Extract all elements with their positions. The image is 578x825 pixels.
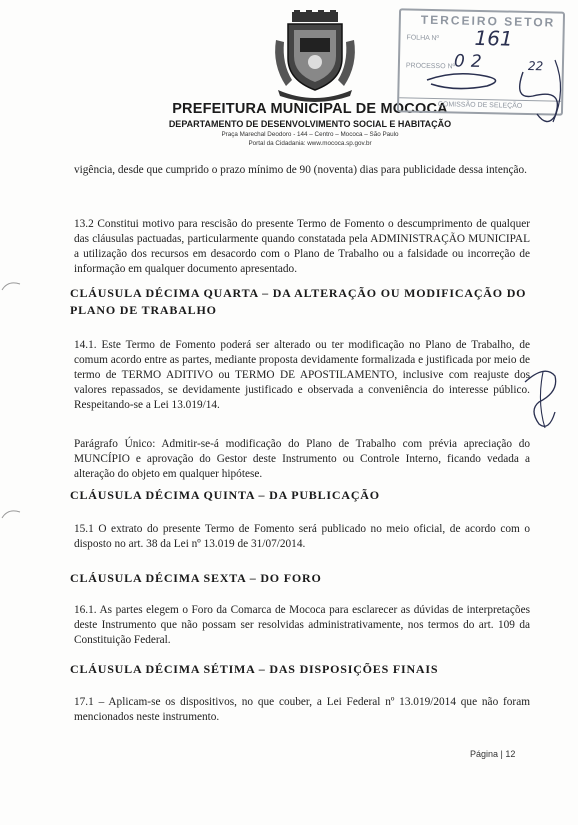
city-coat-of-arms-icon <box>270 10 360 102</box>
stamp-folha-value: 161 <box>474 25 513 51</box>
paragraph-14-unico: Parágrafo Único: Admitir-se-á modificação do Plano de Trabalho com prévia apreciação do MUNCÍPIO e aprovação do Gestor deste Instrumento ou Controle Interno, ficando vedada a alteração do objeto em qualquer hipótese. <box>74 438 530 480</box>
heading-clausula-17: CLÁUSULA DÉCIMA SÉTIMA – DAS DISPOSIÇÕES FINAIS <box>70 662 439 676</box>
stamp-folha-label: FOLHA Nº <box>406 34 440 43</box>
heading-clausula-16: CLÁUSULA DÉCIMA SEXTA – DO FORO <box>70 571 322 585</box>
address-line: Praça Marechal Deodoro - 144 – Centro – Mococa – São Paulo <box>221 131 399 138</box>
stamp-processo-year: 22 <box>527 58 544 74</box>
paragraph-13-2: 13.2 Constitui motivo para rescisão do presente Termo de Fomento o descumprimento de qualquer das cláusulas pactuadas, particularmente quando constatada pela ADMINISTRAÇÃO MUNICIPAL a utilização dos recursos em desacordo com o Plano de Trabalho ou a falsidade ou incorreção de informação em qualquer documento apresentado. <box>74 218 530 275</box>
paragraph-vigencia: vigência, desde que cumprido o prazo mínimo de 90 (noventa) dias para publicidade dessa intenção. <box>74 164 527 176</box>
page-number: Página | 12 <box>470 749 516 759</box>
portal-line: Portal da Cidadania: www.mococa.sp.gov.br <box>248 140 372 147</box>
stamp-footer: COMISSÃO DE SELEÇÃO <box>399 97 561 113</box>
department-name: DEPARTAMENTO DE DESENVOLVIMENTO SOCIAL E HABITAÇÃO <box>168 119 452 129</box>
paragraph-16-1: 16.1. As partes elegem o Foro da Comarca de Mococa para esclarecer as dúvidas de interpretações deste Instrumento que não possam ser resolvidas administrativamente, nos termos do art. 109 da Constituição Federal. <box>74 604 530 646</box>
binder-hole-mark-icon <box>0 278 22 292</box>
paragraph-14-1: 14.1. Este Termo de Fomento poderá ser alterado ou ter modificação no Plano de Trabalho, de comum acordo entre as partes, mediante proposta devidamente formalizada e justificada por meio de termo de TERMO ADITIVO ou TERMO DE APOSTILAMENTO, inclusive com reajuste dos valores repassados, se devidamente justificado e observada a conveniência do interesse público. Respeitando-se a Lei 13.019/14. <box>74 339 530 411</box>
paragraph-15-1: 15.1 O extrato do presente Termo de Fomento será publicado no meio oficial, de acordo com o disposto no art. 38 da Lei nº 13.019 de 31/07/2014. <box>74 523 530 550</box>
stamp-processo-value: 02 <box>453 51 488 73</box>
prefeitura-title: PREFEITURA MUNICIPAL DE MOCOCA <box>172 101 448 117</box>
heading-clausula-15: CLÁUSULA DÉCIMA QUINTA – DA PUBLICAÇÃO <box>70 488 380 502</box>
stamp-signature-icon <box>415 30 575 130</box>
stamp-processo-label: PROCESSO Nº <box>405 62 456 71</box>
margin-initials-icon <box>515 362 565 432</box>
binder-hole-mark-icon <box>0 506 22 520</box>
paragraph-17-1: 17.1 – Aplicam-se os dispositivos, no que couber, a Lei Federal nº 13.019/2014 que não foram mencionados neste instrumento. <box>74 696 530 723</box>
heading-clausula-14: CLÁUSULA DÉCIMA QUARTA – DA ALTERAÇÃO OU MODIFICAÇÃO DO PLANO DE TRABALHO <box>70 286 527 317</box>
stamp-title: TERCEIRO SETOR <box>420 12 556 30</box>
